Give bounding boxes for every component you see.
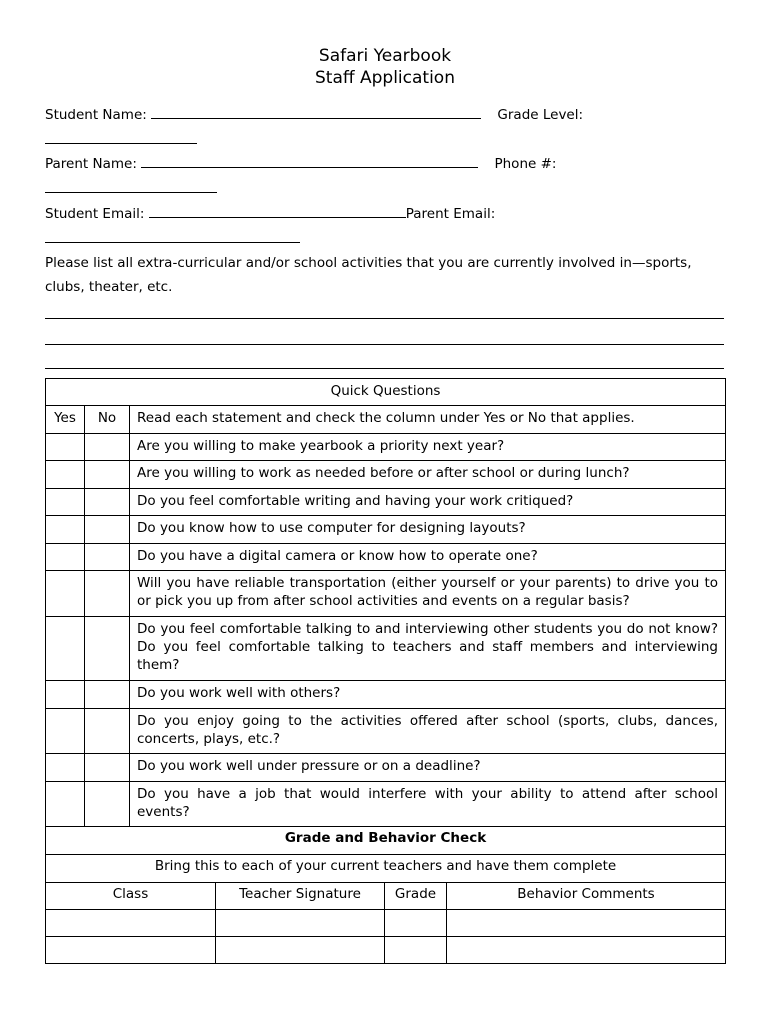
grade-check-subtitle: Bring this to each of your current teachers and have them complete (46, 855, 726, 883)
grade-check-title: Grade and Behavior Check (46, 827, 726, 855)
grade-cell[interactable] (385, 937, 447, 964)
no-checkbox[interactable] (85, 434, 130, 461)
question-text: Do you work well with others? (130, 681, 726, 709)
yes-checkbox[interactable] (46, 617, 85, 681)
parent-name-field[interactable] (141, 154, 478, 168)
behavior-comments-cell[interactable] (447, 910, 726, 937)
yes-checkbox[interactable] (46, 571, 85, 617)
yes-checkbox[interactable] (46, 709, 85, 754)
yes-checkbox[interactable] (46, 489, 85, 516)
question-text: Will you have reliable transportation (either yourself or your parents) to drive you to or pick you up from after school activities and events on a regular basis? (130, 571, 726, 617)
no-checkbox[interactable] (85, 544, 130, 571)
student-name-field[interactable] (151, 105, 481, 119)
yes-checkbox[interactable] (46, 681, 85, 709)
behavior-comments-cell[interactable] (447, 937, 726, 964)
activities-line-3[interactable] (45, 368, 724, 369)
form-subtitle: Staff Application (315, 68, 455, 88)
grade-cell[interactable] (385, 910, 447, 937)
question-text: Do you enjoy going to the activities offered after school (sports, clubs, dances, concerts, plays, etc.? (130, 709, 726, 754)
question-text: Do you have a digital camera or know how to operate one? (130, 544, 726, 571)
phone-field[interactable] (45, 179, 217, 193)
yes-checkbox[interactable] (46, 461, 85, 489)
yes-checkbox[interactable] (46, 544, 85, 571)
no-checkbox[interactable] (85, 516, 130, 544)
question-text: Do you feel comfortable talking to and interviewing other students you do not know? Do you feel comfortable talking to teachers and staff members and interviewing them? (130, 617, 726, 681)
instruction-text: Read each statement and check the column under Yes or No that applies. (130, 406, 726, 434)
email-row (45, 204, 495, 223)
teacher-signature-cell[interactable] (216, 910, 385, 937)
question-text: Are you willing to work as needed before or after school or during lunch? (130, 461, 726, 489)
no-checkbox[interactable] (85, 709, 130, 754)
class-cell[interactable] (46, 937, 216, 964)
quick-questions-table (45, 378, 726, 827)
grade-level-field[interactable] (45, 130, 197, 144)
behavior-comments-header: Behavior Comments (447, 883, 726, 910)
question-text: Are you willing to make yearbook a priority next year? (130, 434, 726, 461)
yes-header: Yes (46, 406, 85, 434)
parent-name-label: Parent Name: (45, 156, 137, 172)
no-checkbox[interactable] (85, 782, 130, 827)
no-checkbox[interactable] (85, 681, 130, 709)
no-checkbox[interactable] (85, 571, 130, 617)
no-checkbox[interactable] (85, 617, 130, 681)
phone-label: Phone #: (494, 156, 557, 172)
activities-prompt: Please list all extra-curricular and/or school activities that you are currently involved in—sports, clubs, theater, etc. (45, 255, 692, 295)
no-checkbox[interactable] (85, 461, 130, 489)
teacher-signature-header: Teacher Signature (216, 883, 385, 910)
student-email-label: Student Email: (45, 206, 145, 222)
parent-email-label: Parent Email: (405, 206, 496, 222)
no-checkbox[interactable] (85, 754, 130, 782)
parent-email-field[interactable] (45, 229, 300, 243)
teacher-signature-cell[interactable] (216, 937, 385, 964)
yes-checkbox[interactable] (46, 754, 85, 782)
grade-level-label: Grade Level: (497, 107, 584, 123)
yes-checkbox[interactable] (46, 782, 85, 827)
class-cell[interactable] (46, 910, 216, 937)
class-header: Class (46, 883, 216, 910)
activities-line-1[interactable] (45, 318, 724, 319)
grade-check-table (45, 826, 726, 964)
question-text: Do you work well under pressure or on a deadline? (130, 754, 726, 782)
question-text: Do you know how to use computer for designing layouts? (130, 516, 726, 544)
no-checkbox[interactable] (85, 489, 130, 516)
grade-header: Grade (385, 883, 447, 910)
question-text: Do you feel comfortable writing and having your work critiqued? (130, 489, 726, 516)
student-name-row (45, 105, 583, 124)
yes-checkbox[interactable] (46, 434, 85, 461)
parent-name-row (45, 154, 556, 173)
activities-line-2[interactable] (45, 344, 724, 345)
no-header: No (85, 406, 130, 434)
quick-questions-title: Quick Questions (46, 379, 726, 406)
yes-checkbox[interactable] (46, 516, 85, 544)
form-title: Safari Yearbook (318, 46, 452, 66)
student-name-label: Student Name: (45, 107, 147, 123)
student-email-field[interactable] (149, 204, 406, 218)
question-text: Do you have a job that would interfere with your ability to attend after school events? (130, 782, 726, 827)
